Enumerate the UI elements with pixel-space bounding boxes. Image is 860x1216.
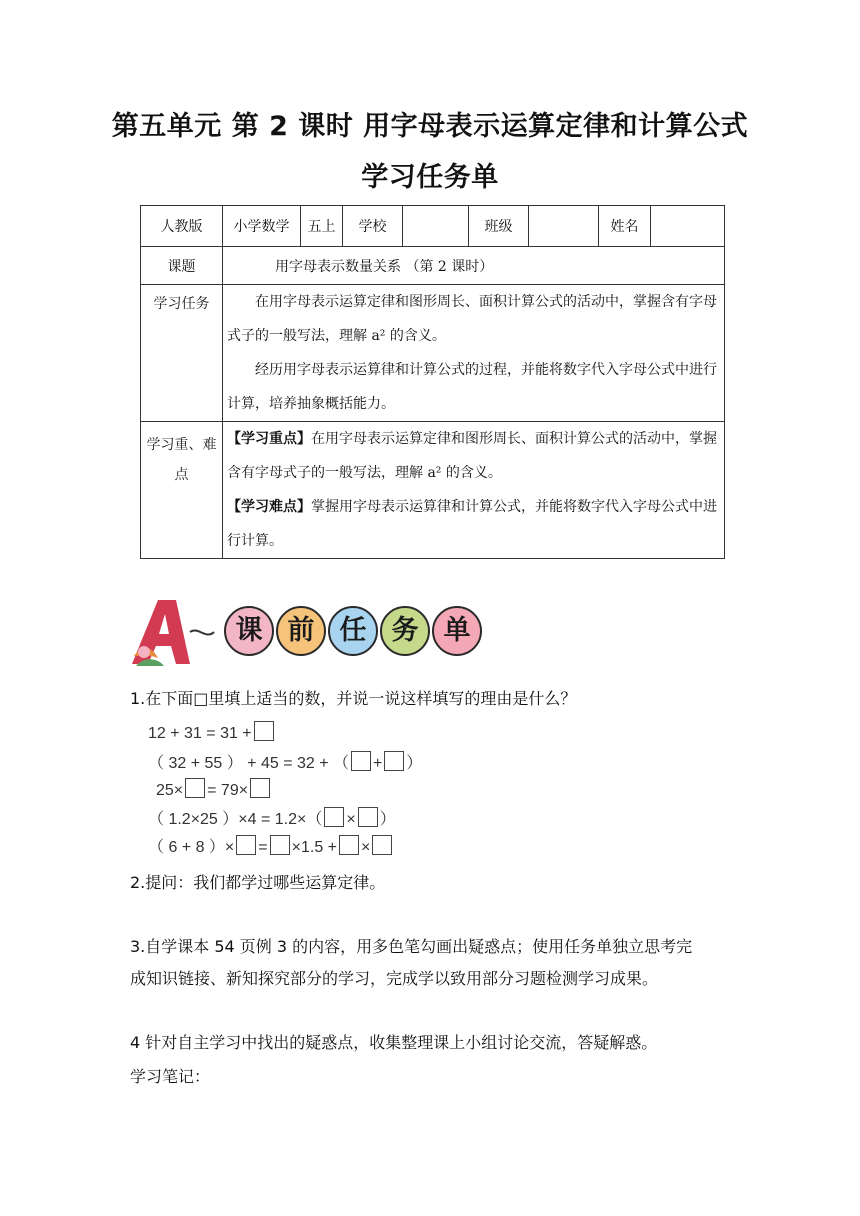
question-2: 2.提问：我们都学过哪些运算定律。: [130, 873, 386, 892]
task-paragraph-2: 经历用字母表示运算律和计算公式的过程，并能将数字代入字母公式中进行计算，培养抽象概括能力。: [227, 362, 717, 412]
equation-2-text-c: ）: [406, 755, 423, 772]
blank-box[interactable]: [270, 835, 290, 855]
blank-box[interactable]: [384, 751, 404, 771]
difficulty-tag: 【学习难点】: [227, 499, 311, 515]
blank-box[interactable]: [358, 807, 378, 827]
equation-3-text-a: 25×: [156, 782, 184, 799]
name-label: 姓名: [599, 206, 651, 247]
equation-4: [148, 806, 396, 829]
equation-5-text-d: ×: [361, 839, 371, 856]
equation-1-text: 12 + 31 = 31 +: [148, 725, 252, 742]
edition-cell: 人教版: [141, 206, 223, 247]
question-4: 4 针对自主学习中找出的疑惑点，收集整理课上小组讨论交流，答疑解惑。: [130, 1033, 658, 1052]
equation-3-text-b: = 79×: [207, 782, 249, 799]
equation-5-text-c: ×1.5 +: [291, 839, 337, 856]
blank-box[interactable]: [339, 835, 359, 855]
key-point-text: 在用字母表示运算定律和图形周长、面积计算公式的活动中，掌握含有字母式子的一般写法，理解 a² 的含义。: [227, 431, 717, 481]
question-3-line-2: 成知识链接、新知探究部分的学习，完成学以致用部分习题检测学习成果。: [130, 969, 659, 988]
blank-box[interactable]: [351, 751, 371, 771]
task-paragraph-1: 在用字母表示运算定律和图形周长、面积计算公式的活动中，掌握含有字母式子的一般写法，理解 a² 的含义。: [227, 294, 717, 344]
class-label: 班级: [469, 206, 529, 247]
page-subtitle: 学习任务单: [361, 162, 499, 193]
banner-char-2: 前: [276, 606, 326, 656]
equation-2: [148, 750, 422, 773]
page-title: 第五单元 第 2 课时 用字母表示运算定律和计算公式: [111, 111, 749, 142]
banner-char-1: 课: [224, 606, 274, 656]
key-points-label: 学习重、难点: [141, 422, 223, 559]
letter-a-logo: [128, 596, 228, 668]
key-point-tag: 【学习重点】: [227, 431, 311, 447]
grade-cell: 五上: [301, 206, 343, 247]
pre-class-banner: [128, 596, 488, 668]
equation-2-text-a: （ 32 + 55 ） + 45 = 32 + （: [148, 755, 350, 772]
blank-box[interactable]: [324, 807, 344, 827]
equation-5-text-b: =: [258, 839, 268, 856]
name-value: [651, 206, 725, 247]
question-1: 1.在下面□里填上适当的数，并说一说这样填写的理由是什么？: [130, 689, 577, 708]
equation-5-text-a: （ 6 + 8 ）×: [148, 839, 235, 856]
equation-1: [148, 721, 276, 743]
question-3-line-1: 3.自学课本 54 页例 3 的内容，用多色笔勾画出疑惑点；使用任务单独立思考完: [130, 937, 693, 956]
equation-3: [156, 778, 272, 800]
blank-box[interactable]: [185, 778, 205, 798]
school-label: 学校: [343, 206, 403, 247]
blank-box[interactable]: [236, 835, 256, 855]
banner-char-3: 任: [328, 606, 378, 656]
blank-box[interactable]: [372, 835, 392, 855]
info-table: [140, 205, 725, 559]
equation-4-text-a: （ 1.2×25 ）×4 = 1.2×（: [148, 811, 323, 828]
topic-label: 课题: [141, 247, 223, 285]
difficulty-text: 掌握用字母表示运算律和计算公式，并能将数字代入字母公式中进行计算。: [227, 499, 717, 549]
blank-box[interactable]: [254, 721, 274, 741]
subject-cell: 小学数学: [223, 206, 301, 247]
blank-box[interactable]: [250, 778, 270, 798]
equation-4-text-b: ×: [346, 811, 356, 828]
equation-2-text-b: +: [373, 755, 383, 772]
banner-char-5: 单: [432, 606, 482, 656]
equation-4-text-c: ）: [379, 811, 396, 828]
task-label: 学习任务: [141, 285, 223, 422]
study-notes-label: 学习笔记：: [130, 1067, 211, 1086]
banner-char-4: 务: [380, 606, 430, 656]
topic-value: 用字母表示数量关系 （第 2 课时）: [223, 247, 725, 285]
class-value: [529, 206, 599, 247]
equation-5: [148, 834, 394, 857]
school-value: [403, 206, 469, 247]
